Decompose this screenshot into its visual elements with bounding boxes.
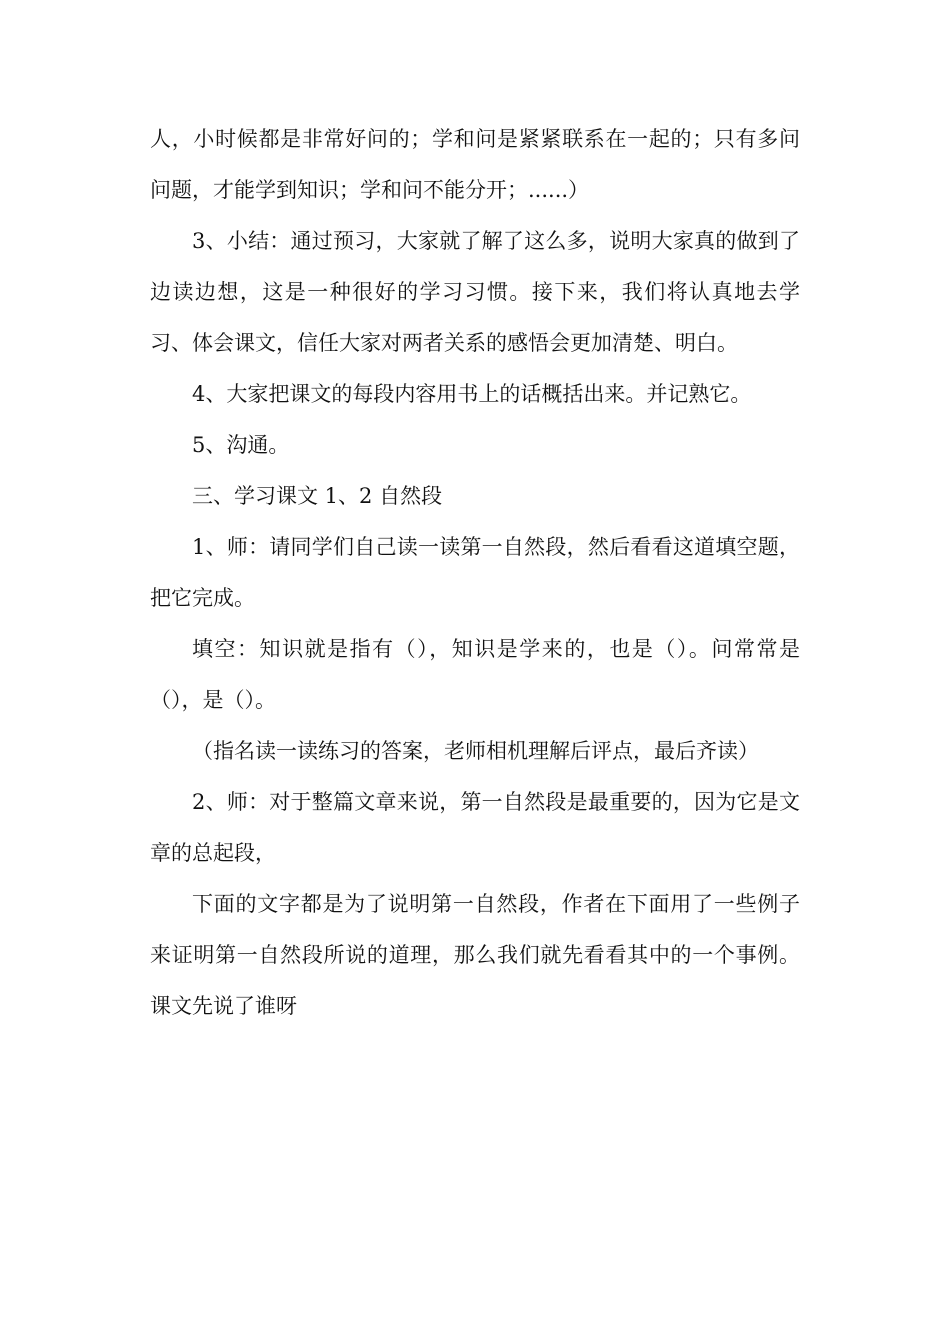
section-heading: 三、学习课文 1、2 自然段 [192,484,443,508]
document-body [150,114,800,1032]
paragraph-explanation: 下面的文字都是为了说明第一自然段，作者在下面用了一些例子来证明第一自然段所说的道理，那么我们就先看看其中的一个事例。课文先说了谁呀 [150,892,800,1018]
paragraph-teacher-1: 1、师：请同学们自己读一读第一自然段，然后看看这道填空题，把它完成。 [150,535,800,610]
paragraph-item-5: 5、沟通。 [192,433,290,457]
paragraph-fill-blank: 填空：知识就是指有（），知识是学来的，也是（）。问常常是（），是（）。 [150,637,800,712]
paragraph-item-4: 4、大家把课文的每段内容用书上的话概括出来。并记熟它。 [192,382,752,406]
paragraph-instruction: （指名读一读练习的答案，老师相机理解后评点，最后齐读） [192,739,759,763]
paragraph-continuation: 人，小时候都是非常好问的；学和问是紧紧联系在一起的；只有多问问题，才能学到知识；学和问不能分开；......） [150,127,800,202]
paragraph-summary: 3、小结：通过预习，大家就了解了这么多，说明大家真的做到了边读边想，这是一种很好的学习习惯。接下来，我们将认真地去学习、体会课文，信任大家对两者关系的感悟会更加清楚、明白。 [150,229,800,355]
paragraph-teacher-2: 2、师：对于整篇文章来说，第一自然段是最重要的，因为它是文章的总起段， [150,790,800,865]
